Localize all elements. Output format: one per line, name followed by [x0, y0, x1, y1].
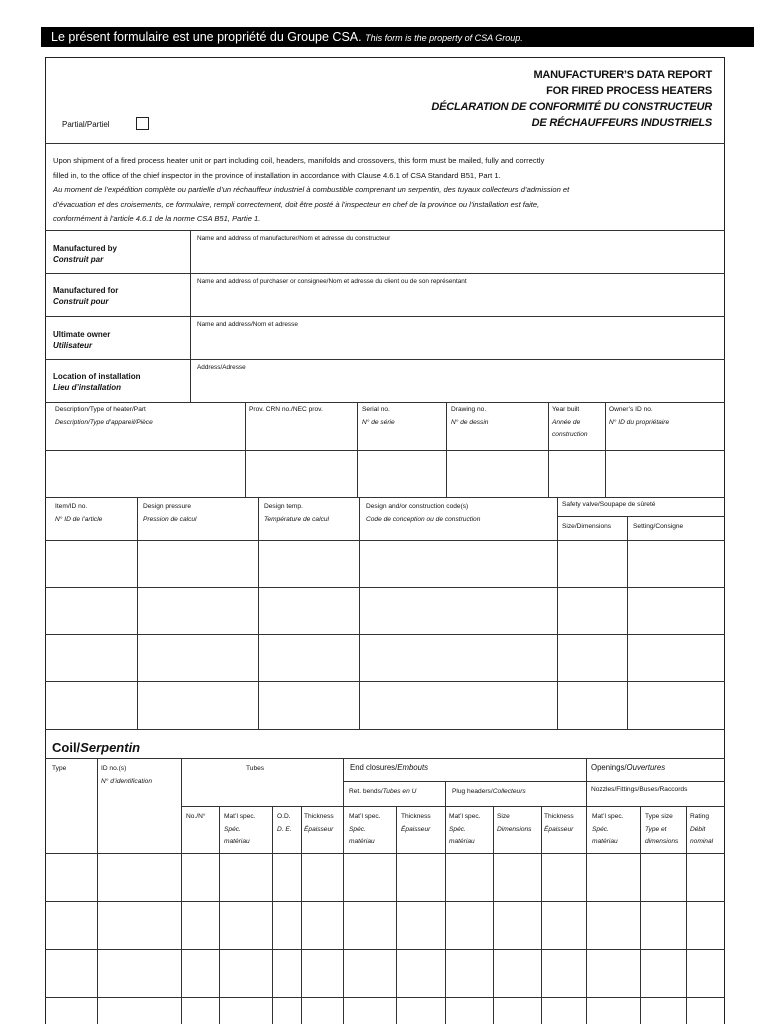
ret-thickness-header: Thickness Épaisseur — [401, 813, 431, 833]
intro-fr-2: d’évacuation et des croisements, ce formulaire, rempli correctement, doit être posté à l’inspecteur en chef de la province ou l’installation est faite, — [53, 199, 540, 209]
size-header: Size/Dimensions — [562, 523, 612, 530]
manufactured-by-field[interactable] — [191, 246, 724, 272]
safety-valve-header: Safety valve/Soupape de sûreté — [562, 501, 656, 508]
serial-field[interactable] — [358, 451, 445, 496]
setting-header: Setting/Consigne — [633, 523, 684, 530]
nozzle-type-size-header: Type size Type et dimensions — [645, 813, 679, 845]
intro-en-2: filled in, to the office of the chief inspector in the province of installation in accordance with Clause 4.6.1 of CSA Standard B51, Part 1. — [53, 170, 501, 180]
intro-fr-3: conformément à l’article 4.6.1 de la norme CSA B51, Partie 1. — [53, 214, 261, 224]
ret-matl-header: Mat’l spec. Spéc. matériau — [349, 813, 381, 845]
description-header: Description/Type of heater/Part Description/Type d’appareil/Pièce — [55, 406, 153, 426]
openings-header: Openings/Ouvertures — [591, 763, 666, 772]
title-en-1: MANUFACTURER’S DATA REPORT — [533, 69, 712, 81]
banner-en: This form is the property of CSA Group. — [365, 33, 523, 43]
crn-field[interactable] — [246, 451, 356, 496]
owner-id-field[interactable] — [606, 451, 724, 496]
drawing-field[interactable] — [447, 451, 547, 496]
tube-od-header: O.D. D. E. — [277, 813, 292, 833]
nozzle-matl-header: Mat’l spec. Spéc. matériau — [592, 813, 624, 845]
manufactured-by-hint: Name and address of manufacturer/Nom et adresse du constructeur — [197, 235, 391, 242]
partial-checkbox[interactable] — [136, 117, 149, 130]
title-fr-2: DE RÉCHAUFFEURS INDUSTRIELS — [531, 117, 712, 129]
title-fr-1: DÉCLARATION DE CONFORMITÉ DU CONSTRUCTEUR — [431, 101, 712, 113]
coil-id-header: ID no.(s) N° d’identification — [101, 765, 153, 785]
ultimate-owner-hint: Name and address/Nom et adresse — [197, 321, 298, 328]
serial-header: Serial no. N° de série — [362, 406, 395, 426]
tube-no-header: No./N° — [186, 813, 206, 820]
ret-bends-header: Ret. bends/Tubes en U — [349, 788, 417, 795]
drawing-header: Drawing no. N° de dessin — [451, 406, 489, 426]
tubes-header: Tubes — [246, 765, 265, 772]
ultimate-owner-field[interactable] — [191, 332, 724, 358]
year-header: Year built Année de construction — [552, 406, 588, 438]
year-field[interactable] — [549, 451, 604, 496]
tube-thickness-header: Thickness Épaisseur — [304, 813, 334, 833]
location-hint: Address/Adresse — [197, 364, 246, 371]
location-label: Location of installation Lieu d’installation — [53, 372, 141, 392]
temp-header: Design temp. Température de calcul — [264, 503, 329, 523]
nozzles-header: Nozzles/Fittings/Buses/Raccords — [591, 786, 688, 793]
code-header: Design and/or construction code(s) Code de conception ou de construction — [366, 503, 481, 523]
manufactured-for-hint: Name and address of purchaser or consignee/Nom et adresse du client ou de son représentant — [197, 278, 467, 285]
banner-fr: Le présent formulaire est une propriété du Groupe CSA. — [51, 30, 362, 44]
plug-matl-header: Mat’l spec. Spéc. matériau — [449, 813, 481, 845]
crn-header: Prov. CRN no./NEC prov. — [249, 406, 323, 413]
end-closures-header: End closures/Embouts — [350, 763, 429, 772]
intro-en-1: Upon shipment of a fired process heater unit or part including coil, headers, manifolds and crossovers, this form must be mailed, fully and correctly — [53, 156, 545, 165]
property-banner — [41, 27, 754, 47]
item-header: Item/ID no. N° ID de l’article — [55, 503, 103, 523]
plug-size-header: Size Dimensions — [497, 813, 532, 833]
coil-heading: Coil/Serpentin — [52, 740, 141, 755]
tube-matl-header: Mat’l spec. Spéc. matériau — [224, 813, 256, 845]
title-en-2: FOR FIRED PROCESS HEATERS — [546, 85, 712, 97]
plug-thickness-header: Thickness Épaisseur — [544, 813, 574, 833]
intro-fr-1: Au moment de l’expédition complète ou partielle d’un réchauffeur industriel à combustible comprenant un serpentin, des tuyaux collecteurs d’admission et — [53, 185, 570, 195]
instructions — [53, 154, 718, 227]
ultimate-owner-label: Ultimate owner Utilisateur — [53, 330, 111, 350]
description-field[interactable] — [46, 451, 244, 496]
nozzle-rating-header: Rating Débit nominal — [690, 813, 714, 845]
form-title — [431, 67, 712, 131]
pressure-header: Design pressure Pression de calcul — [143, 503, 197, 523]
coil-type-header: Type — [52, 765, 67, 772]
partial-label: Partial/Partiel — [62, 120, 110, 129]
manufactured-for-label: Manufactured for Construit pour — [53, 286, 119, 306]
owner-id-header: Owner’s ID no. N° ID du propriétaire — [609, 406, 670, 426]
location-field[interactable] — [191, 375, 724, 401]
manufactured-by-label: Manufactured by Construit par — [53, 244, 118, 264]
plug-headers-header: Plug headers/Collecteurs — [452, 788, 526, 795]
manufactured-for-field[interactable] — [191, 289, 724, 315]
